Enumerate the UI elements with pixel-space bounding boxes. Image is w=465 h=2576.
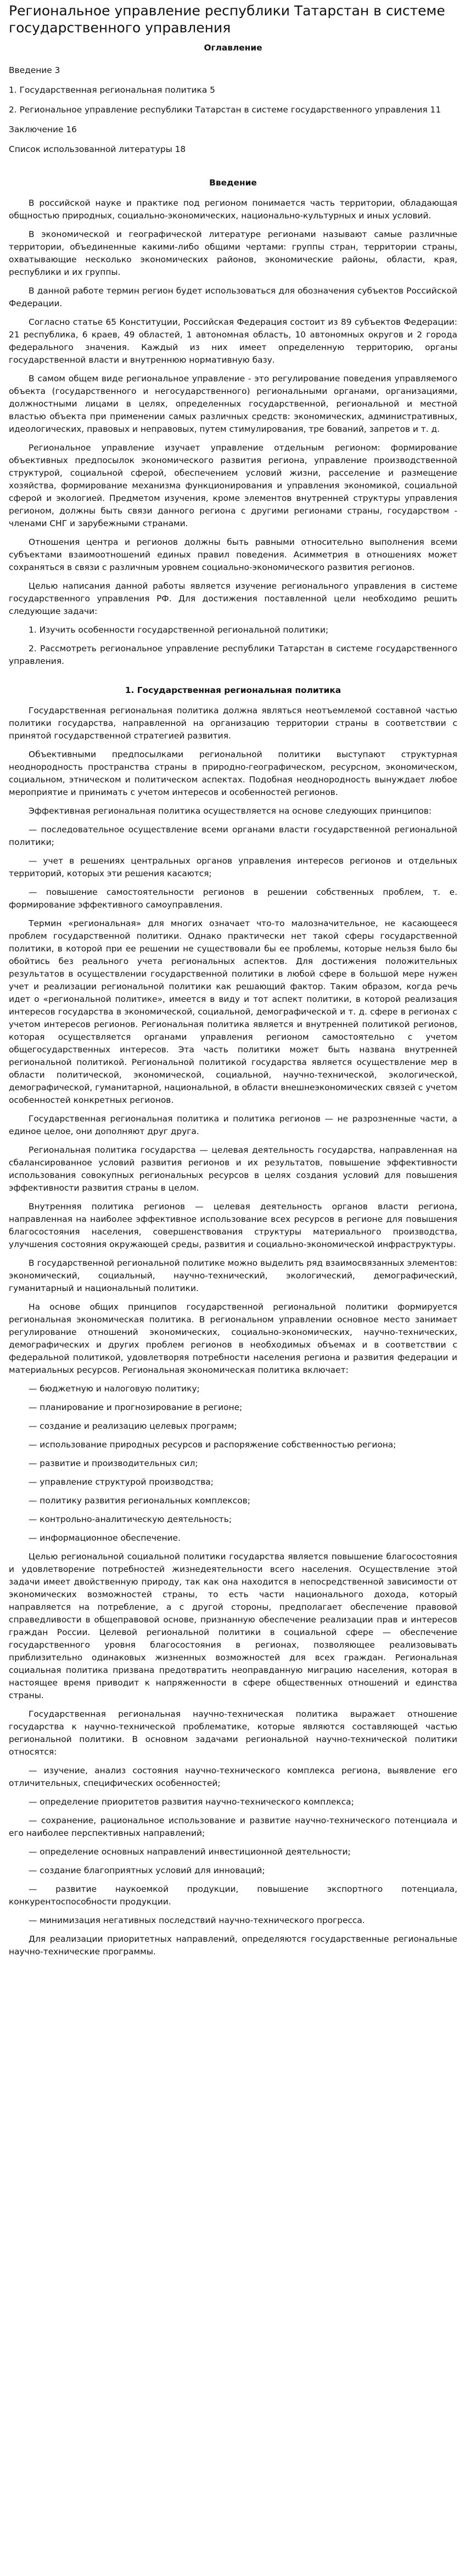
section-1 (9, 704, 457, 1958)
paragraph: На основе общих принципов государственной региональной политики формируется региональная экономическая политика. В региональном управлении основное место занимает регулирование отношений экономических, социально-экономических, научно-технических, демографических и других проблем регионов в необходимых объемах и в соответствии с федеральной политикой, удовлетворяя потребности населения региона и развития федерации и материальных ресурсов. Региональная экономическая политика включает: (9, 1302, 457, 1375)
toc-item: 2. Региональное управление республики Татарстан в системе государственного управления 11 (9, 105, 441, 115)
paragraph: Внутренняя политика регионов — целевая деятельность органов власти региона, направленная на наиболее эффективное использование всех ресурсов в регионе для повышения благосостояния населения, совершенствования структуры материального производства, улучшения состояния окружающей среды, развития и социально-экономической инфраструктуры. (9, 1202, 457, 1249)
paragraph: Для реализации приоритетных направлений, определяются государственные региональные научно-технические программы. (9, 1934, 457, 1957)
list-item: — развитие наукоемкой продукции, повышение экспортного потенциала, конкурентоспособности продукции. (9, 1884, 457, 1907)
list-item: — создание благоприятных условий для инноваций; (29, 1865, 265, 1875)
paragraph: Объективными предпосылками региональной политики выступают структурная неоднородность пространства страны в природно-географическом, ресурсном, экономическом, социальном, этническом и политическом аспектах. Подобная неоднородность вынуждает любое мероприятие и принимать с учетом интересов и особенностей регионов. (9, 749, 457, 797)
paragraph: Целью написания данной работы является изучение регионального управления в системе государственного управления РФ. Для достижения поставленной цели необходимо решить следующие задачи: (9, 581, 457, 616)
table-of-contents (9, 64, 457, 156)
list-item: — последовательное осуществление всеми органами власти государственной региональной политики; (9, 825, 457, 847)
list-item: — изучение, анализ состояния научно-технического комплекса региона, выявление его отличительных, специфических особенностей; (9, 1766, 457, 1788)
paragraph: В российской науке и практике под регионом понимается часть территории, обладающая общностью природных, социально-экономических, национально-культурных и иных условий. (9, 198, 457, 221)
intro-section (9, 197, 457, 668)
paragraph: Отношения центра и регионов должны быть равными относительно выполнения всеми субъектами взаимоотношений единых правил поведения. Асимметрия в отношениях может сохраняться в связи с различным уровнем социально-экономического развития регионов. (9, 537, 457, 572)
paragraph: Целью региональной социальной политики государства является повышение благосостояния и удовлетворение потребностей жизнедеятельности всего населения. Осуществление этой задачи имеет двойственную природу, так как она находится в непосредственной зависимости от экономических возможностей страны, то есть части национального дохода, который направляется на потребление, а с другой стороны, предполагает обеспечение правовой справедливости в общеправовой основе, признанную обеспечение реализации прав и интересов граждан России. Целевой региональной политики в социальной сфере — обеспечение государственного уровня благосостояния в регионах, позволяющее реализовывать приблизительно одинаковых жизненных возможностей для всех граждан. Региональная социальная политика призвана предотвратить неоправданную миграцию населения, которая в настоящее время приводит к напряженности в сфере общественных отношений и единства страны. (9, 1552, 457, 1700)
list-item: — использование природных ресурсов и распоряжение собственностью региона; (29, 1440, 396, 1450)
toc-item: Список использованной литературы 18 (9, 144, 186, 154)
paragraph: Эффективная региональная политика осуществляется на основе следующих принципов: (29, 806, 432, 816)
paragraph: Термин «региональная» для многих означает что-то малозначительное, не касающееся проблем государственной политики. Однако практически нет такой сферы государственной политики, в которой при ее решении не существовали бы ее проблемы, которые нельзя было бы обойтись без реального учета региональных аспектов. Для достижения положительных результатов в осуществлении государственной политики в любой сфере в большой мере нужен учет и реализации региональной политики как решающий фактор. Таким образом, когда речь идет о «региональной политике», имеется в виду и тот аспект политики, в которой реализация интересов государства в экономической, социальной, демографической и т. д. сфере в регионах с учетом интересов регионов. Региональная политика является и внутренней политикой регионов, которая осуществляется органами управления регионом самостоятельно с учетом общегосударственных интересов. Эта часть политики может быть названа внутренней региональной политикой. Региональной политикой государства является осуществление мер в области политической, экономической, социальной, научно-технической, экологической, демографической, гуманитарной, национальной, в области внешнеэкономических связей с учетом особенностей конкретных регионов. (9, 918, 457, 1105)
paragraph: Государственная региональная научно-техническая политика выражает отношение государства к научно-технической проблематике, которые являются составляющей частью региональной политики. В основном задачами региональной научно-технической политики относятся: (9, 1709, 457, 1757)
toc-item: 1. Государственная региональная политика 5 (9, 85, 215, 95)
paragraph: Региональная политика государства — целевая деятельность государства, направленная на сбалансированное условий развития регионов и их результатов, повышение эффективности использования совокупных региональных ресурсов в целях создания условий для повышения эффективности развития страны в целом. (9, 1145, 457, 1193)
list-item: — информационное обеспечение. (29, 1533, 181, 1543)
toc-heading: Оглавление (204, 43, 262, 53)
page-title: Региональное управление республики Татарстан в системе государственного управления (9, 3, 445, 36)
paragraph: В государственной региональной политике можно выделить ряд взаимосвязанных элементов: экономический, социальный, научно-технический, экологический, демографический, гуманитарный и национальный политики. (9, 1258, 457, 1293)
paragraph: 2. Рассмотреть региональное управление республики Татарстан в системе государственного управления. (9, 644, 457, 666)
list-item: — создание и реализацию целевых программ; (29, 1421, 237, 1431)
list-item: — политику развития региональных комплексов; (29, 1496, 250, 1506)
paragraph: В данной работе термин регион будет использоваться для обозначения субъектов Российской Федерации. (9, 286, 457, 308)
paragraph: 1. Изучить особенности государственной региональной политики; (29, 625, 329, 635)
paragraph: Государственная региональная политика и политика регионов — не разрозненные части, а единое целое, они дополняют друг друга. (9, 1114, 457, 1136)
list-item: — определение основных направлений инвестиционной деятельности; (29, 1847, 351, 1857)
list-item: — развитие и производительных сил; (29, 1458, 198, 1468)
paragraph: В самом общем виде региональное управление - это регулирование поведения управляемого объекта (государственного и негосударственного) региональными органами, организациями, должностными лицами в целях, определенных государственной, региональной и местной властью объекта при применении самых различных средств: экономических, административных, идеологических, правовых и неправовых, путем стимулирования, тре бований, запретов и т. д. (9, 374, 457, 434)
section-heading-intro: Введение (209, 178, 257, 188)
list-item: — учет в решениях центральных органов управления интересов регионов и отдельных территорий, которых эти решения касаются; (9, 856, 457, 878)
paragraph: Региональное управление изучает управление отдельным регионом: формирование объективных предпосылок экономического развития региона, управление производственной структурой, социальной сферой, обеспечением условий жизни, расселение и размещение хозяйства, формирование механизма функционирования и управления экономикой, социальной сферой и экологией. Предметом изучения, кроме элементов внутренней структуры управления регионом, должны быть связи данного региона с другими регионами страны, государством - членами СНГ и зарубежными странами. (9, 443, 457, 528)
paragraph: В экономической и географической литературе регионами называют самые различные территории, объединенные какими-либо общими чертами: группы стран, территории страны, охватывающие несколько экономических районов, экономические районы, области, края, республики и их группы. (9, 229, 457, 277)
list-item: — повышение самостоятельности регионов в решении собственных проблем, т. е. формирование эффективного самоуправления. (9, 887, 457, 910)
paragraph: Согласно статье 65 Конституции, Российская Федерация состоит из 89 субъектов Федерации: 21 республика, 6 краев, 49 областей, 1 автономная область, 10 автономных округов и 2 города федерального значения. Каждый из них имеет определенную территорию, органы государственной власти и внутреннюю нормативную базу. (9, 317, 457, 365)
section-heading-1: 1. Государственная региональная политика (125, 685, 341, 695)
list-item: — контрольно-аналитическую деятельность; (29, 1514, 232, 1524)
list-item: — планирование и прогнозирование в регионе; (29, 1402, 243, 1412)
list-item: — сохранение, рациональное использование и развитие научно-технического потенциала и его наиболее перспективных направлений; (9, 1816, 457, 1838)
list-item: — управление структурой производства; (29, 1477, 214, 1487)
list-item: — минимизация негативных последствий научно-технического прогресса. (29, 1915, 365, 1925)
list-item: — бюджетную и налоговую политику; (29, 1384, 200, 1394)
list-item: — определение приоритетов развития научно-технического комплекса; (29, 1797, 354, 1807)
toc-item: Введение 3 (9, 65, 60, 75)
toc-item: Заключение 16 (9, 125, 77, 134)
paragraph: Государственная региональная политика должна являться неотъемлемой составной частью политики государства, направленной на организацию территории страны в соответствии с принятой государственной стратегией развития. (9, 706, 457, 741)
